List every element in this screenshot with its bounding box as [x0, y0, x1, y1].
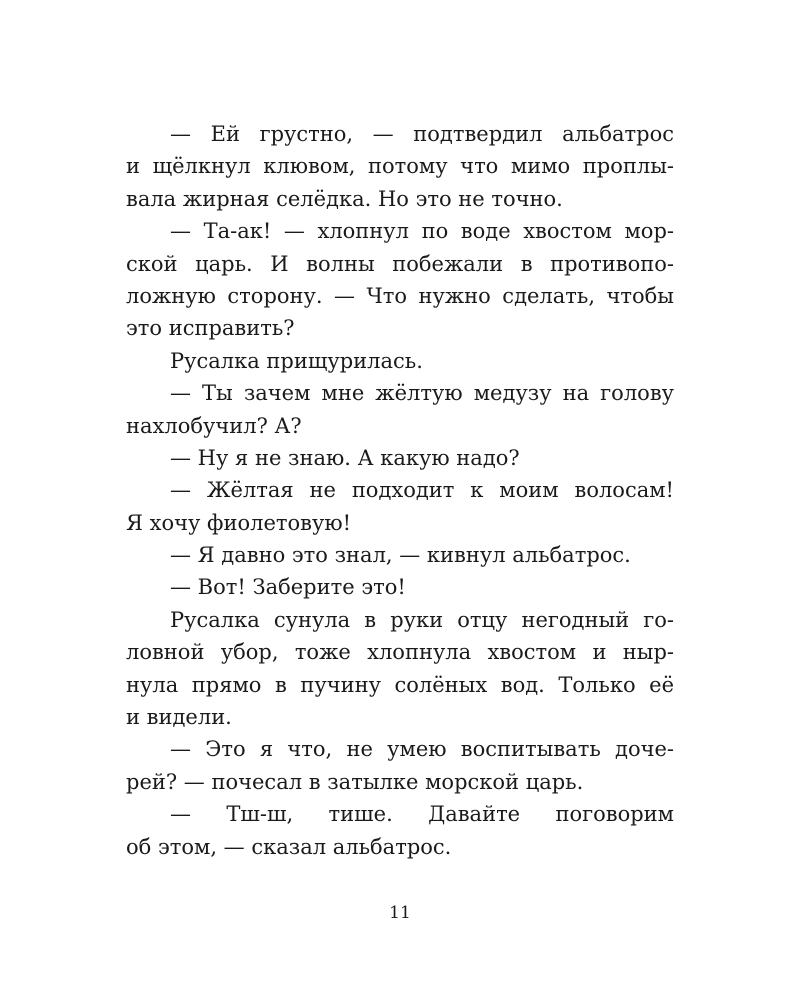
text-line: нахлобучил? А? — [126, 413, 302, 438]
page-text — [126, 118, 674, 863]
text-line: — Вот! Заберите это! — [170, 575, 406, 600]
text-line: Русалка сунула в руки отцу негодный го- — [170, 607, 674, 632]
text-line: и видели. — [126, 705, 232, 730]
text-line: рей? — почесал в затылке морской царь. — [126, 769, 584, 794]
text-line: — Это я что, не умею воспитывать доче- — [170, 737, 674, 762]
text-line: вала жирная селёдка. Но это не точно. — [126, 186, 563, 211]
text-line: об этом, — сказал альбатрос. — [126, 834, 452, 859]
text-line: ловной убор, тоже хлопнула хвостом и ныр- — [126, 640, 674, 665]
text-line: — Тш-ш, тише. Давайте поговорим — [170, 802, 674, 827]
text-line: — Ей грустно, — подтвердил альбатрос — [170, 122, 674, 146]
text-line: — Я давно это знал, — кивнул альбатрос. — [170, 543, 631, 568]
text-line: ской царь. И волны побежали в противопо- — [126, 251, 674, 276]
text-line: — Ты зачем мне жёлтую медузу на голову — [170, 381, 674, 406]
text-line: это исправить? — [126, 316, 295, 341]
text-line: — Ну я не знаю. А какую надо? — [170, 445, 520, 470]
page-number: 11 — [389, 903, 411, 923]
text-line: Я хочу фиолетовую! — [126, 510, 352, 535]
text-line: нула прямо в пучину солёных вод. Только её — [126, 672, 674, 697]
text-line: Русалка прищурилась. — [170, 348, 423, 373]
text-line: ложную сторону. — Что нужно сделать, чтобы — [126, 283, 674, 308]
text-line: — Та-ак! — хлопнул по воде хвостом мор- — [170, 219, 674, 244]
text-line: — Жёлтая не подходит к моим волосам! — [170, 478, 674, 503]
text-line: и щёлкнул клювом, потому что мимо проплы- — [126, 154, 674, 179]
